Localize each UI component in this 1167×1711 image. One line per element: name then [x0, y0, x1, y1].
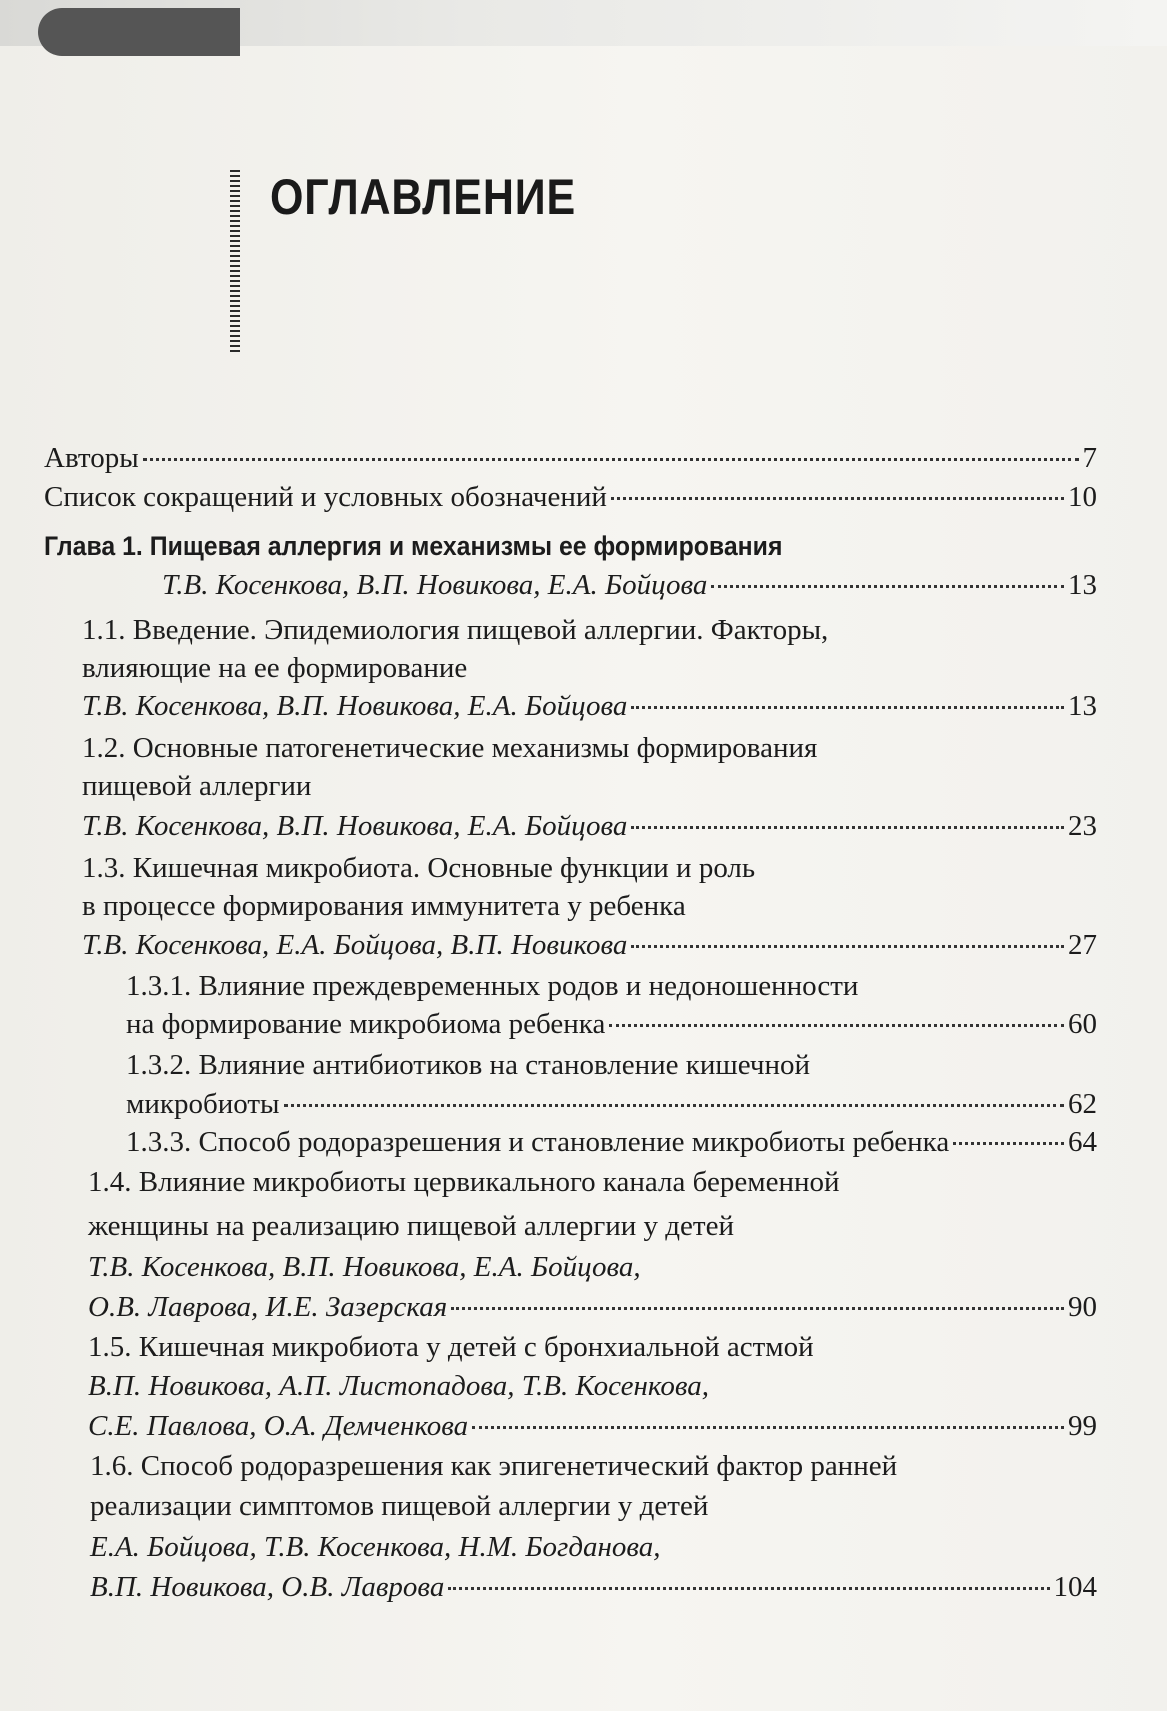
toc-entry-text: 1.2. Основные патогенетические механизмы формирования — [82, 732, 818, 764]
toc-entry-text: 1.1. Введение. Эпидемиология пищевой аллергии. Факторы, — [82, 614, 829, 646]
toc-entry-text: В.П. Новикова, О.В. Лаврова — [90, 1571, 445, 1603]
toc-entry-text: Глава 1. Пищевая аллергия и механизмы ее формирования — [44, 531, 783, 561]
leader-dots — [284, 1104, 1064, 1107]
toc-entry — [82, 848, 1097, 888]
toc-entry-text: в процессе формирования иммунитета у ребенка — [82, 890, 686, 922]
toc-entry-page: 10 — [1068, 481, 1097, 513]
toc-entry — [88, 1327, 1097, 1367]
toc-entry-text: пищевой аллергии — [82, 770, 312, 802]
leader-dots — [611, 497, 1064, 500]
toc-entry-authors — [88, 1247, 1097, 1287]
toc-entry — [88, 1162, 1097, 1202]
toc-entry-authors — [82, 925, 1097, 965]
toc-entry-text: Список сокращений и условных обозначений — [44, 481, 607, 513]
toc-entry-text: 1.6. Способ родоразрешения как эпигенетический фактор ранней — [90, 1450, 898, 1482]
toc-entry — [126, 1004, 1097, 1044]
leader-dots — [631, 706, 1064, 709]
toc-entry-text: Т.В. Косенкова, В.П. Новикова, Е.А. Бойцова, — [88, 1251, 641, 1283]
toc-entry-page: 7 — [1082, 442, 1097, 474]
toc-entry-text: 1.3.2. Влияние антибиотиков на становление кишечной — [126, 1049, 811, 1081]
toc-entry-authors — [82, 806, 1097, 846]
toc-entry-text: реализации симптомов пищевой аллергии у детей — [90, 1490, 709, 1522]
toc-entry-text: Авторы — [44, 442, 139, 474]
toc-entry-authors — [82, 686, 1097, 726]
leader-dots — [451, 1307, 1064, 1310]
toc-entry-authors — [90, 1527, 1097, 1567]
toc-entry-text: О.В. Лаврова, И.Е. Зазерская — [88, 1291, 448, 1323]
toc-entry-authors — [88, 1287, 1097, 1327]
leader-dots — [472, 1426, 1064, 1429]
toc-entry — [82, 610, 1097, 650]
toc-entry-authors — [88, 1366, 1097, 1406]
toc-entry-page: 60 — [1068, 1008, 1097, 1040]
toc-entry-text: 1.3. Кишечная микробиота. Основные функции и роль — [82, 852, 756, 884]
toc-entry-text: на формирование микробиома ребенка — [126, 1008, 606, 1040]
toc-entry — [44, 477, 1097, 517]
toc-entry-text: микробиоты — [126, 1088, 280, 1120]
toc-entry — [126, 1045, 1097, 1085]
toc-entry-page: 99 — [1068, 1410, 1097, 1442]
toc-entry-text: Т.В. Косенкова, В.П. Новикова, Е.А. Бойцова — [162, 569, 708, 601]
toc-entry — [126, 966, 1097, 1006]
toc-entry-page: 27 — [1068, 929, 1097, 961]
toc-entry-page: 64 — [1068, 1126, 1097, 1158]
toc-entry-text: 1.5. Кишечная микробиота у детей с бронхиальной астмой — [88, 1331, 814, 1363]
page-title: ОГЛАВЛЕНИЕ — [270, 169, 577, 225]
toc-entry-authors — [90, 1567, 1097, 1607]
toc-entry-authors — [162, 565, 1097, 605]
toc-entry-text: женщины на реализацию пищевой аллергии у детей — [88, 1210, 734, 1242]
toc-entry-page: 90 — [1068, 1291, 1097, 1323]
toc-entry-text: влияющие на ее формирование — [82, 652, 468, 684]
toc-entry-text: С.Е. Павлова, О.А. Демченкова — [88, 1410, 469, 1442]
toc-entry-text: 1.4. Влияние микробиоты цервикального канала беременной — [88, 1166, 840, 1198]
toc-entry-text: Т.В. Косенкова, В.П. Новикова, Е.А. Бойцова — [82, 690, 628, 722]
toc-entry — [90, 1446, 1097, 1486]
toc-entry-page: 13 — [1068, 569, 1097, 601]
toc-entry-page: 62 — [1068, 1088, 1097, 1120]
toc-entry-page: 13 — [1068, 690, 1097, 722]
toc-entry-text: В.П. Новикова, А.П. Листопадова, Т.В. Косенкова, — [88, 1370, 709, 1402]
toc-entry — [82, 728, 1097, 768]
toc-entry — [82, 886, 1097, 926]
toc-entry — [126, 1084, 1097, 1124]
leader-dots — [448, 1587, 1049, 1590]
toc-entry — [82, 766, 1097, 806]
toc-entry-text: 1.3.1. Влияние преждевременных родов и недоношенности — [126, 970, 859, 1002]
toc-chapter-heading — [44, 526, 1097, 566]
toc-entry-text: Е.А. Бойцова, Т.В. Косенкова, Н.М. Богданова, — [90, 1531, 661, 1563]
leader-dots — [143, 458, 1079, 461]
leader-dots — [711, 585, 1064, 588]
toc-entry — [126, 1122, 1097, 1162]
toc-entry — [82, 648, 1097, 688]
toc-entry-page: 104 — [1053, 1571, 1097, 1603]
leader-dots — [609, 1024, 1064, 1027]
toc-entry-text: Т.В. Косенкова, Е.А. Бойцова, В.П. Новикова — [82, 929, 628, 961]
leader-dots — [631, 945, 1064, 948]
toc-entry-page: 23 — [1068, 810, 1097, 842]
toc-entry-authors — [88, 1406, 1097, 1446]
toc-entry — [88, 1206, 1097, 1246]
toc-entry-text: 1.3.3. Способ родоразрешения и становление микробиоты ребенка — [126, 1126, 950, 1158]
leader-dots — [631, 826, 1064, 829]
toc-entry — [44, 438, 1097, 478]
toc-entry-text: Т.В. Косенкова, В.П. Новикова, Е.А. Бойцова — [82, 810, 628, 842]
leader-dots — [953, 1142, 1064, 1145]
toc-entry — [90, 1486, 1097, 1526]
